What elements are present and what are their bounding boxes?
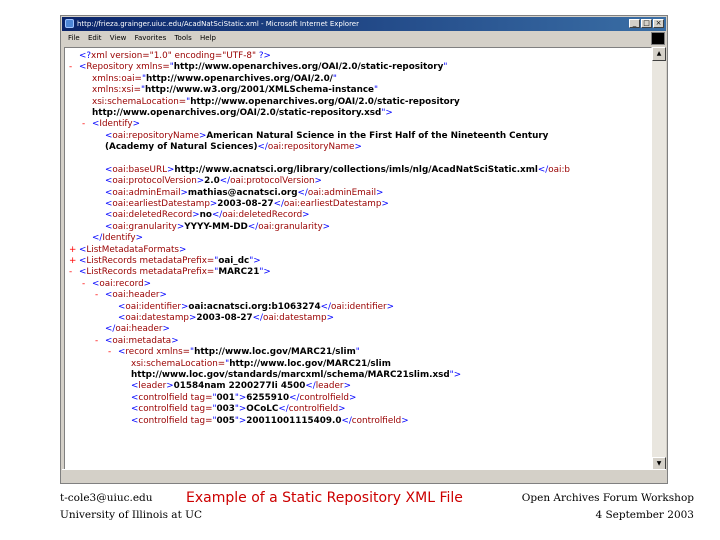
xml-line [69,51,649,62]
xml-markup: < [105,221,113,232]
xml-line [69,131,649,142]
xml-value: oai_dc [218,256,250,267]
xml-tag: controlfield tag= [138,404,213,415]
menu-view[interactable]: View [109,34,127,42]
xml-markup: "> [449,369,462,380]
xml-tag: xml version="1.0" encoding="UTF-8" [91,51,259,61]
xml-tag: ListRecords metadataPrefix= [86,267,215,278]
xml-markup: < [105,176,113,187]
xml-line [69,381,649,392]
browser-throbber-icon [651,32,665,45]
slide-footer [0,484,720,540]
xml-tree [69,51,649,427]
xml-tag: leader [315,381,344,392]
xml-markup: < [79,244,87,255]
xml-markup: </ [320,301,331,312]
xml-line [69,165,649,176]
xml-line [69,245,649,256]
xml-markup: < [79,267,87,278]
xml-markup: < [131,415,139,426]
xml-tag: oai:b [548,164,570,175]
xml-value: http://www.openarchives.org/OAI/2.0/static-repository [190,96,460,107]
xml-markup: > [354,142,362,153]
xml-markup: "> [234,404,247,415]
xml-markup: < [105,187,113,198]
xml-line [69,108,649,119]
scroll-down-arrow-icon[interactable]: ▼ [652,457,666,471]
xml-markup: > [348,392,357,403]
xml-tag: oai:repositoryName [267,142,355,153]
xml-line [69,267,649,278]
xml-tag: xmlns:oai= [92,73,142,84]
xml-markup: < [131,404,139,415]
xml-markup: < [118,312,126,323]
xml-value: http://www.loc.gov/standards/marcxml/schema/MARC21slim.xsd [131,369,450,380]
maximize-button[interactable]: □ [641,19,652,28]
xml-line [69,210,649,221]
author-email: t-cole3@uiuc.edu [60,492,153,504]
xml-tag: xsi:schemaLocation= [131,358,226,369]
internet-explorer-icon [65,19,74,28]
xml-line [69,290,649,301]
xml-line [69,393,649,404]
collapse-toggle[interactable]: - [95,335,99,346]
xml-tag: oai:datestamp [125,312,189,323]
collapse-toggle[interactable]: - [69,62,73,73]
menu-help[interactable]: Help [199,34,216,42]
xml-markup: < [105,199,113,210]
xml-tag: oai:protocolVersion [230,176,315,187]
xml-tag: oai:header [112,290,160,301]
minimize-button[interactable]: _ [629,19,640,28]
xml-line [69,119,649,130]
xml-markup: "> [381,107,393,118]
xml-tag: oai:adminEmail [307,187,377,198]
xml-markup: < [118,347,126,358]
xml-markup: > [338,404,346,415]
xml-markup: " [190,347,195,358]
window-title: http://frieza.grainger.uiuc.edu/AcadNatSciStatic.xml - Microsoft Internet Explorer [77,20,359,28]
xml-line [69,97,649,108]
xml-markup: > [302,210,310,221]
xml-tag: ListRecords metadataPrefix= [86,256,215,267]
xml-value: http://www.loc.gov/MARC21/slim [194,347,356,358]
xml-tag: controlfield tag= [138,415,213,426]
xml-line [69,347,649,358]
xml-markup: </ [297,187,308,198]
xml-markup: > [199,130,207,141]
xml-markup: > [192,210,200,221]
xml-tag: Repository xmlns= [86,62,170,73]
collapse-toggle[interactable]: - [82,119,86,130]
xml-line [69,74,649,85]
xml-value: 2003-08-27 [217,199,274,210]
xml-value: 2.0 [204,176,220,187]
xml-tag: oai:metadata [112,335,172,346]
xml-line [69,279,649,290]
xml-value: 005 [216,415,235,426]
xml-tag: Identify [99,119,133,130]
xml-value: mathias@acnatsci.org [187,187,298,198]
xml-markup: " [212,392,217,403]
xml-line [69,404,649,415]
xml-line [69,256,649,267]
xml-value: 2003-08-27 [196,312,253,323]
xml-tag: xmlns:xsi= [92,85,141,96]
xml-markup: </ [341,415,352,426]
xml-markup: > [180,187,188,198]
xml-value: http://www.openarchives.org/OAI/2.0/ [145,73,333,84]
xml-markup: > [171,335,179,346]
xml-value: http://www.loc.gov/MARC21/slim [229,358,391,369]
xml-tag: controlfield [299,392,349,403]
scroll-up-arrow-icon[interactable]: ▲ [652,47,666,61]
xml-markup: > [401,415,409,426]
xml-tag: record xmlns= [125,347,191,358]
window-titlebar[interactable] [62,17,666,31]
xml-tag: leader [138,381,167,392]
xml-markup: > [166,381,174,392]
xml-markup: " [212,404,217,415]
xml-value: 6255910 [246,392,290,403]
xml-markup: < [131,392,139,403]
xml-markup: > [176,221,185,232]
author-organization: University of Illinois at UC [60,509,203,521]
xml-tag: oai:deletedRecord [112,210,193,221]
xml-markup: "> [259,267,271,278]
collapse-toggle[interactable]: - [82,278,86,289]
event-date: 4 September 2003 [595,509,694,521]
xml-markup: > [143,278,152,289]
xml-markup: > [381,199,389,210]
xml-markup: " [169,62,174,73]
xml-line [69,302,649,313]
xml-line [69,62,649,73]
xml-value: http://www.w3.org/2001/XMLSchema-instance [145,85,375,96]
xml-line [69,336,649,347]
xml-markup: < [118,301,126,312]
xml-line [69,176,649,187]
menu-bar [62,32,666,45]
xml-markup: > [314,176,322,187]
xml-tag: oai:earliestDatestamp [283,199,382,210]
xml-line [69,359,649,370]
xml-value: no [199,210,212,221]
xml-value: YYYY-MM-DD [184,221,248,232]
xml-markup: </ [252,312,263,323]
xml-markup: </ [105,324,116,335]
status-bar [62,469,666,482]
xml-tag: xsi:schemaLocation= [92,96,187,107]
xml-markup: " [374,85,379,96]
xml-line [69,313,649,324]
xml-tag: oai:deletedRecord [222,210,303,221]
xml-value: http://www.openarchives.org/OAI/2.0/static-repository.xsd [92,107,382,118]
xml-markup: </ [289,392,300,403]
menu-file[interactable]: File [68,34,80,42]
xml-value: 003 [216,404,235,415]
xml-markup: "> [234,392,247,403]
xml-markup: " [443,62,448,73]
xml-markup: < [79,256,87,267]
xml-tag: ListMetadataFormats [86,244,179,255]
xml-markup: " [355,347,360,358]
xml-markup: < [131,381,139,392]
xml-line [69,85,649,96]
xml-value: http://www.openarchives.org/OAI/2.0/static-repository [173,62,444,73]
xml-markup: "> [234,415,247,426]
xml-tag: oai:granularity [112,221,177,232]
xml-markup: </ [219,176,231,187]
expand-toggle[interactable]: + [69,244,77,255]
xml-line [69,188,649,199]
close-button[interactable]: × [653,19,664,28]
xml-markup: < [79,62,87,73]
xml-line [69,233,649,244]
xml-tag: oai:granularity [258,221,323,232]
xml-value: oai:acnatsci.org:b1063274 [188,301,321,312]
xml-markup: > [188,312,197,323]
xml-tag: controlfield [288,404,339,415]
xml-value: 01584nam 2200277Ii 4500 [173,381,306,392]
xml-line [69,416,649,427]
event-name: Open Archives Forum Workshop [521,492,694,504]
xml-markup: > [326,312,334,323]
xml-tag: oai:protocolVersion [112,176,197,187]
xml-markup: </ [247,221,259,232]
xml-markup: </ [537,164,549,175]
xml-value: http://www.acnatsci.org/library/collections/imls/nlg/AcadNatSciStatic.xml [174,164,538,175]
xml-tag: oai:header [115,324,163,335]
xml-markup: < [105,164,113,175]
xml-markup: </ [211,210,223,221]
xml-markup: </ [278,404,289,415]
xml-markup: </ [305,381,316,392]
xml-tag: oai:baseURL [112,164,167,175]
xml-markup: <? [79,51,92,61]
xml-markup: < [105,210,113,221]
xml-value: MARC21 [218,267,260,278]
vertical-scrollbar[interactable] [652,47,666,471]
xml-viewer [64,47,652,471]
xml-markup: < [92,119,100,130]
xml-tag: oai:identifier [125,301,182,312]
xml-markup: < [92,278,100,289]
menu-tools[interactable]: Tools [174,34,192,42]
xml-markup: > [376,187,384,198]
xml-markup: > [196,176,205,187]
xml-markup: " [225,358,230,369]
browser-window [60,15,668,484]
xml-markup: > [181,301,189,312]
xml-markup: </ [273,199,284,210]
xml-markup: ?> [258,51,271,61]
xml-markup: > [322,221,331,232]
xml-value: 001 [216,392,235,403]
xml-markup: " [214,256,219,267]
xml-markup: " [332,73,337,84]
xml-tag: oai:record [99,278,144,289]
xml-value: (Academy of Natural Sciences) [105,142,258,153]
xml-markup: > [179,244,187,255]
xml-line [69,142,649,153]
xml-tag: oai:adminEmail [112,187,181,198]
xml-markup: " [141,73,146,84]
xml-tag: controlfield tag= [138,392,213,403]
xml-markup: < [105,130,113,141]
slide-title: Example of a Static Repository XML File [186,490,463,506]
xml-markup: > [343,381,351,392]
expand-toggle[interactable]: + [69,256,77,267]
collapse-toggle[interactable]: - [108,347,112,358]
xml-value: American Natural Science in the First Half of the Nineteenth Century [206,130,549,141]
xml-markup: < [105,335,113,346]
xml-markup: " [140,85,145,96]
xml-line [69,324,649,335]
xml-line [69,370,649,381]
xml-markup: </ [257,142,268,153]
menu-edit[interactable]: Edit [87,34,102,42]
xml-markup: > [386,301,395,312]
xml-tag: oai:identifier [330,301,387,312]
xml-tag: oai:datestamp [262,312,327,323]
xml-markup: " [186,96,191,107]
xml-markup: > [132,119,140,130]
xml-tag: oai:earliestDatestamp [112,199,210,210]
xml-markup: > [159,290,167,301]
xml-markup: "> [249,256,261,267]
xml-markup: </ [92,233,103,244]
xml-value: OCoLC [246,404,279,415]
xml-markup: > [135,233,143,244]
xml-line [69,154,649,165]
collapse-toggle[interactable]: - [69,267,73,278]
xml-tag: oai:repositoryName [112,130,199,141]
xml-line [69,222,649,233]
xml-markup: " [214,267,219,278]
menu-favorites[interactable]: Favorites [134,34,167,42]
xml-markup: > [166,164,175,175]
xml-markup: " [212,415,217,426]
xml-tag: Identify [102,233,136,244]
xml-markup: < [105,290,113,301]
xml-value: 20011001115409.0 [246,415,342,426]
xml-line [69,199,649,210]
xml-markup: > [162,324,170,335]
xml-tag: controlfield [351,415,402,426]
collapse-toggle[interactable]: - [95,290,99,301]
xml-markup: > [209,199,218,210]
